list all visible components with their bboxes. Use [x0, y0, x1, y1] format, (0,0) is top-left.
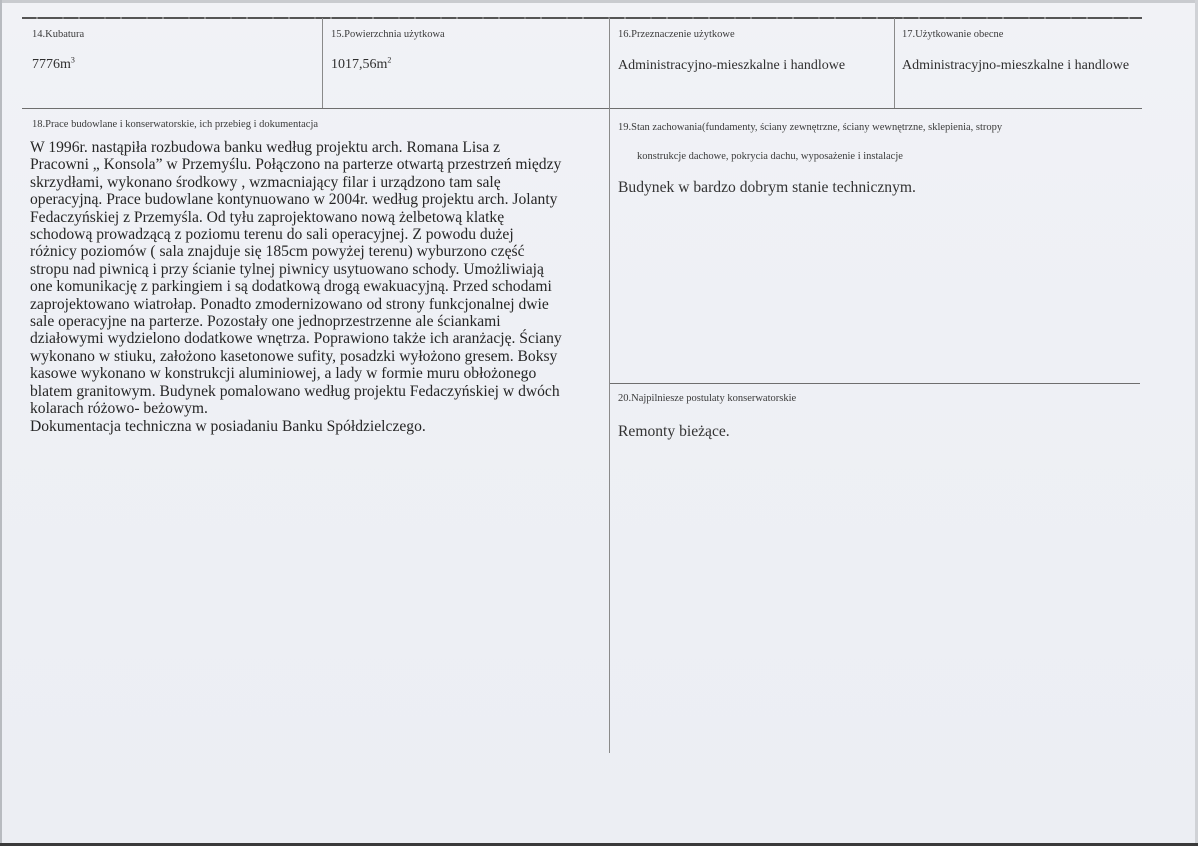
scan-top-edge — [0, 0, 1198, 3]
field-18-line: różnicy poziomów ( sala znajduje się 185cm powyżej terenu) wyburzono część — [30, 243, 525, 261]
field-14-value: $7776m^3$ — [32, 55, 75, 72]
field-18-line: blatem granitowym. Budynek pomalowano według projektu Fedaczyńskiej w dwóch — [30, 382, 560, 400]
field-20-value: Remonty bieżące. — [618, 423, 730, 440]
field-16-label: 16.Przeznaczenie użytkowe — [618, 29, 735, 40]
field-18-line: Dokumentacja techniczna w posiadaniu Banku Spółdzielczego. — [30, 417, 426, 435]
field-18-line: kolarach różowo- beżowym. — [30, 400, 208, 418]
field-18-line: skrzydłami, wykonano środkowy , wzmacniający filar i urządzono tam salę — [30, 173, 501, 191]
col-divider-16-17 — [894, 18, 895, 108]
field-15-value: $1017,56m^2$ — [331, 55, 392, 72]
field-14-label: 14.Kubatura — [32, 29, 85, 40]
field-18-line: operacyjną. Prace budowlane kontynuowano w 2004r. według projektu arch. Jolanty — [30, 191, 558, 209]
row-divider-19-20 — [610, 383, 1140, 384]
field-15-label: 15.Powierzchnia użytkowa — [331, 29, 445, 40]
col-divider-14-15 — [322, 18, 323, 108]
field-17-value: Administracyjno-mieszkalne i handlowe — [902, 58, 1130, 73]
field-18-label: 18.Prace budowlane i konserwatorskie, ich przebieg i dokumentacja — [32, 119, 319, 130]
field-18-text — [30, 139, 615, 435]
field-18-line: Fedaczyńskiej z Przemyśla. Od tyłu zaprojektowano nową żelbetową klatkę — [30, 208, 505, 226]
field-19-label-line1: 19.Stan zachowania(fundamenty, ściany zewnętrzne, ściany wewnętrzne, sklepienia, stropy — [618, 122, 1003, 133]
field-18-line: sale operacyjne na parterze. Pozostały one jednoprzestrzenne ale ściankami — [30, 313, 501, 331]
field-18-line: Pracowni „ Konsola” w Przemyślu. Połączono na parterze otwartą przestrzeń między — [30, 156, 562, 174]
field-18-line: zaprojektowano wiatrołap. Ponadto zmodernizowano od strony funkcjonalnej dwie — [30, 295, 549, 313]
field-18-line: W 1996r. nastąpiła rozbudowa banku według projektu arch. Romana Lisa z — [30, 139, 500, 156]
field-18-line: wykonano w stiuku, założono kasetonowe sufity, posadzki wyłożono gresem. Boksy — [30, 347, 558, 365]
field-20-label: 20.Najpilniesze postulaty konserwatorskie — [618, 393, 797, 404]
table-top-border — [22, 17, 1142, 19]
field-17-label: 17.Użytkowanie obecne — [902, 29, 1004, 40]
field-19-value: Budynek w bardzo dobrym stanie technicznym. — [618, 179, 916, 196]
field-19-label-line2: konstrukcje dachowe, pokrycia dachu, wyposażenie i instalacje — [637, 151, 903, 162]
field-18-line: kasowe wykonano w konstrukcji aluminiowej, a lady w formie muru obłożonego — [30, 365, 537, 383]
field-18-line: schodową prowadzącą z poziomu terenu do sali operacyjnej. Z powodu dużej — [30, 226, 514, 244]
field-18-line: one komunikację z parkingiem i są dodatkową drogą ewakuacyjną. Przed schodami — [30, 278, 552, 296]
field-18-line: działowymi wydzielono dodatkowe wnętrza. Poprawiono także ich aranżację. Ściany — [30, 330, 562, 348]
field-16-value: Administracyjno-mieszkalne i handlowe — [618, 58, 846, 73]
field-18-line: stropu nad piwnicą i przy ścianie tylnej piwnicy usytuowano schody. Umożliwiają — [30, 260, 544, 278]
scan-left-edge — [0, 0, 2, 846]
row-divider-1 — [22, 108, 1142, 109]
